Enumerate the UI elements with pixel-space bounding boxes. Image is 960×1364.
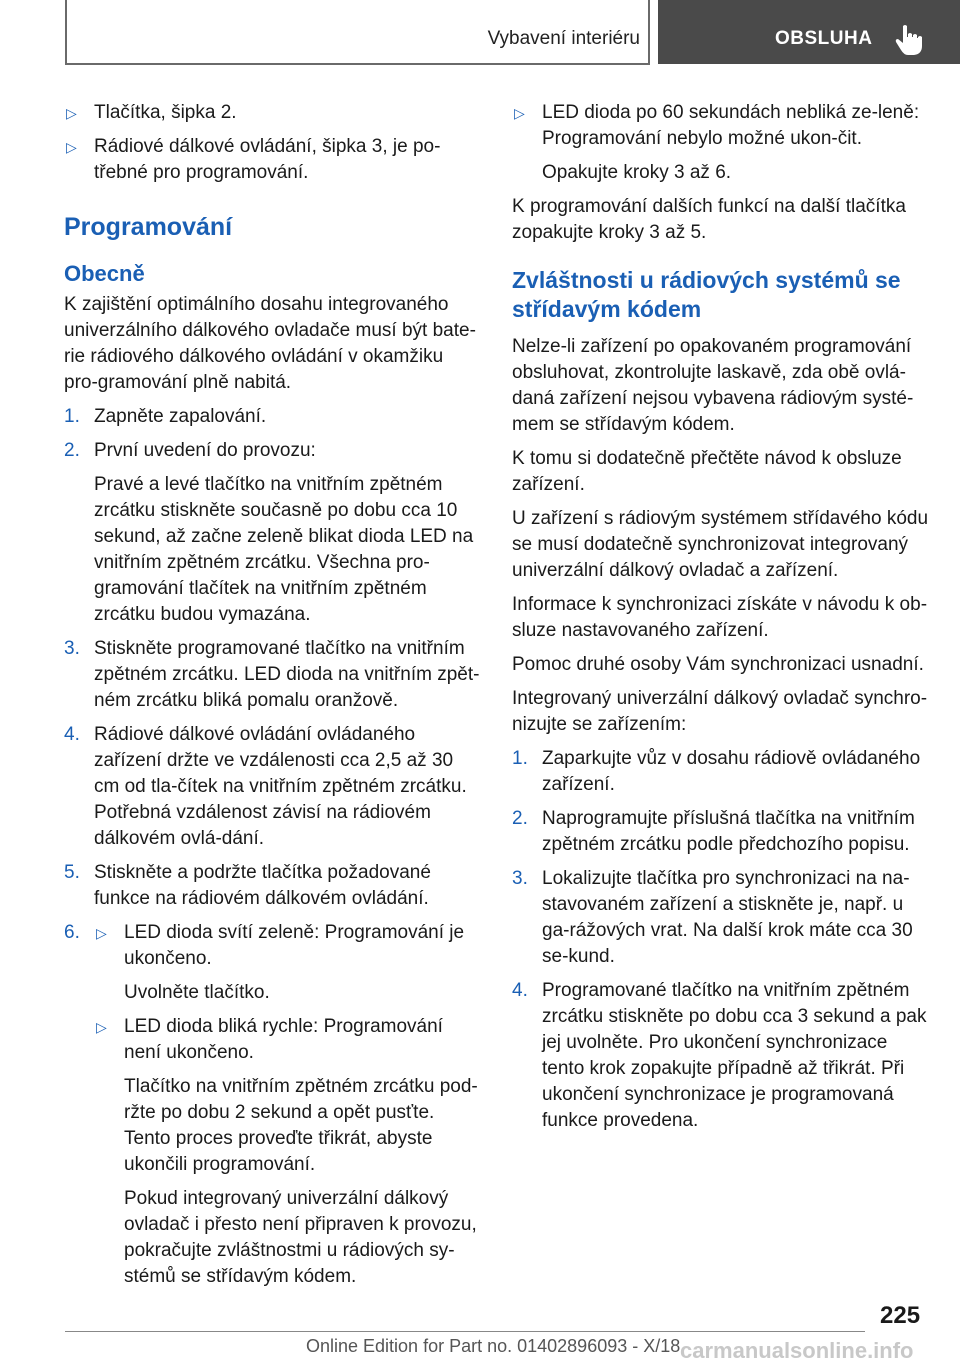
- step-item: 5. Stiskněte a podržte tlačítka požadované funkce na rádiovém dálkovém ovládání.: [64, 862, 431, 909]
- triangle-bullet-icon: ▷: [66, 139, 77, 155]
- section-heading: Programování: [64, 213, 233, 241]
- step-detail: Tlačítko na vnitřním zpětném zrcátku pod‐ržte po dobu 2 sekund a opět pusťte. Tento proces proveďte třikrát, abyste ukončili programování.: [124, 1076, 478, 1175]
- step-item: 1. Zaparkujte vůz v dosahu rádiově ovládaného zařízení.: [512, 748, 921, 795]
- step-detail: Uvolněte tlačítko.: [124, 982, 270, 1003]
- right-column: [512, 100, 930, 1142]
- step-item: 2. První uvedení do provozu:: [64, 440, 316, 461]
- step-detail: Pravé a levé tlačítko na vnitřním zpětném zrcátku stiskněte současně po dobu cca 10 sekund, až začne zeleně blikat dioda LED na vnitřním zpětném zrcátku. Všechna pro‐gramování tlačítek na vnitřním zpětném zrcátku budou vymazána.: [94, 474, 474, 625]
- step-detail: Pokud integrovaný univerzální dálkový ovladač i přesto není připraven k provozu, pokračujte zvláštnostmi u rádiových sy‐stémů se střídavým kódem.: [124, 1188, 477, 1287]
- list-item: ▷ Tlačítka, šipka 2.: [64, 100, 480, 126]
- left-column: [64, 100, 480, 1298]
- header-left-rule: [65, 0, 67, 64]
- header-right-rule: [648, 0, 650, 64]
- step-sub-bullet: ▷ LED dioda svítí zeleně: Programování je ukončeno.: [96, 922, 465, 969]
- triangle-bullet-icon: ▷: [66, 105, 77, 121]
- header-tab-label: OBSLUHA: [775, 28, 873, 49]
- footer-edition: Online Edition for Part no. 01402896093 - X/18: [306, 1336, 681, 1356]
- step-item: 4. Rádiové dálkové ovládání ovládaného zařízení držte ve vzdálenosti cca 2,5 až 30 cm od tla‐čítek na vnitřním zpětném zrcátku. Potřebná vzdálenost závisí na rádiovém dálkovém ovlá‐dání.: [64, 724, 467, 849]
- triangle-bullet-icon: ▷: [96, 925, 107, 941]
- step-item: 1. Zapněte zapalování.: [64, 406, 267, 427]
- header-bottom-rule: [65, 63, 650, 65]
- step-item: 3. Stiskněte programované tlačítko na vnitřním zpětném zrcátku. LED dioda na vnitřním zpět‐ném zrcátku bliká pomalu oranžově.: [64, 638, 480, 711]
- step-item: 6. ▷ LED dioda svítí zeleně: Programování je ukončeno.: [64, 920, 480, 972]
- paragraph: U zařízení s rádiovým systémem střídavého kódu se musí dodatečně synchronizovat integrovaný univerzální dálkový ovladač a zařízení.: [512, 508, 929, 581]
- footer-rule: [65, 1331, 865, 1332]
- subsection-heading: Obecně: [64, 261, 145, 286]
- section-heading: Zvláštnosti u rádiových systémů se střídavým kódem: [512, 267, 901, 322]
- hand-pointer-icon: [894, 24, 924, 56]
- watermark: carmanualsonline.info: [680, 1338, 914, 1363]
- intro-paragraph: K zajištění optimálního dosahu integrovaného univerzálního dálkového ovladače musí být bate‐rie rádiového dálkového ovládání v okamžiku pro‐gramování plně nabitá.: [64, 294, 476, 393]
- step-item: 3. Lokalizujte tlačítka pro synchronizaci na na‐stavovaném zařízení a stiskněte je, např. u ga‐rážových vrat. Na další krok máte cca 30 se‐kund.: [512, 868, 913, 967]
- paragraph: Nelze-li zařízení po opakovaném programování obsluhovat, zkontrolujte laskavě, zda obě ovlá‐daná zařízení nejsou vybavena rádiovým systé‐mem se střídavým kódem.: [512, 336, 914, 435]
- header-section-title: Vybavení interiéru: [487, 28, 640, 49]
- bullet-detail: Opakujte kroky 3 až 6.: [542, 162, 732, 183]
- step-item: 2. Naprogramujte příslušná tlačítka na vnitřním zpětném zrcátku podle předchozího popisu.: [512, 808, 915, 855]
- triangle-bullet-icon: ▷: [96, 1019, 107, 1035]
- paragraph: Informace k synchronizaci získáte v návodu k ob‐sluze nastavovaného zařízení.: [512, 594, 928, 641]
- paragraph: Pomoc druhé osoby Vám synchronizaci usnadní.: [512, 654, 924, 675]
- paragraph: Integrovaný univerzální dálkový ovladač synchro‐nizujte se zařízením:: [512, 688, 928, 735]
- page-number: 225: [880, 1302, 921, 1329]
- list-item: ▷ LED dioda po 60 sekundách nebliká ze‐leně: Programování nebylo možné ukon‐čit.: [514, 102, 920, 149]
- list-item: ▷ Rádiové dálkové ovládání, šipka 3, je po‐třebné pro programování.: [66, 136, 441, 183]
- step-sub-bullet: ▷ LED dioda bliká rychle: Programování není ukončeno.: [96, 1016, 443, 1063]
- paragraph: K programování dalších funkcí na další tlačítka zopakujte kroky 3 až 5.: [512, 196, 906, 243]
- paragraph: K tomu si dodatečně přečtěte návod k obsluze zařízení.: [512, 448, 902, 495]
- step-item: 4. Programované tlačítko na vnitřním zpětném zrcátku stiskněte po dobu cca 3 sekund a pak jej uvolněte. Pro ukončení synchronizace tento krok zopakujte případně až třikrát. Při ukončení synchronizace je programovaná funkce provedena.: [512, 980, 927, 1131]
- triangle-bullet-icon: ▷: [514, 105, 525, 121]
